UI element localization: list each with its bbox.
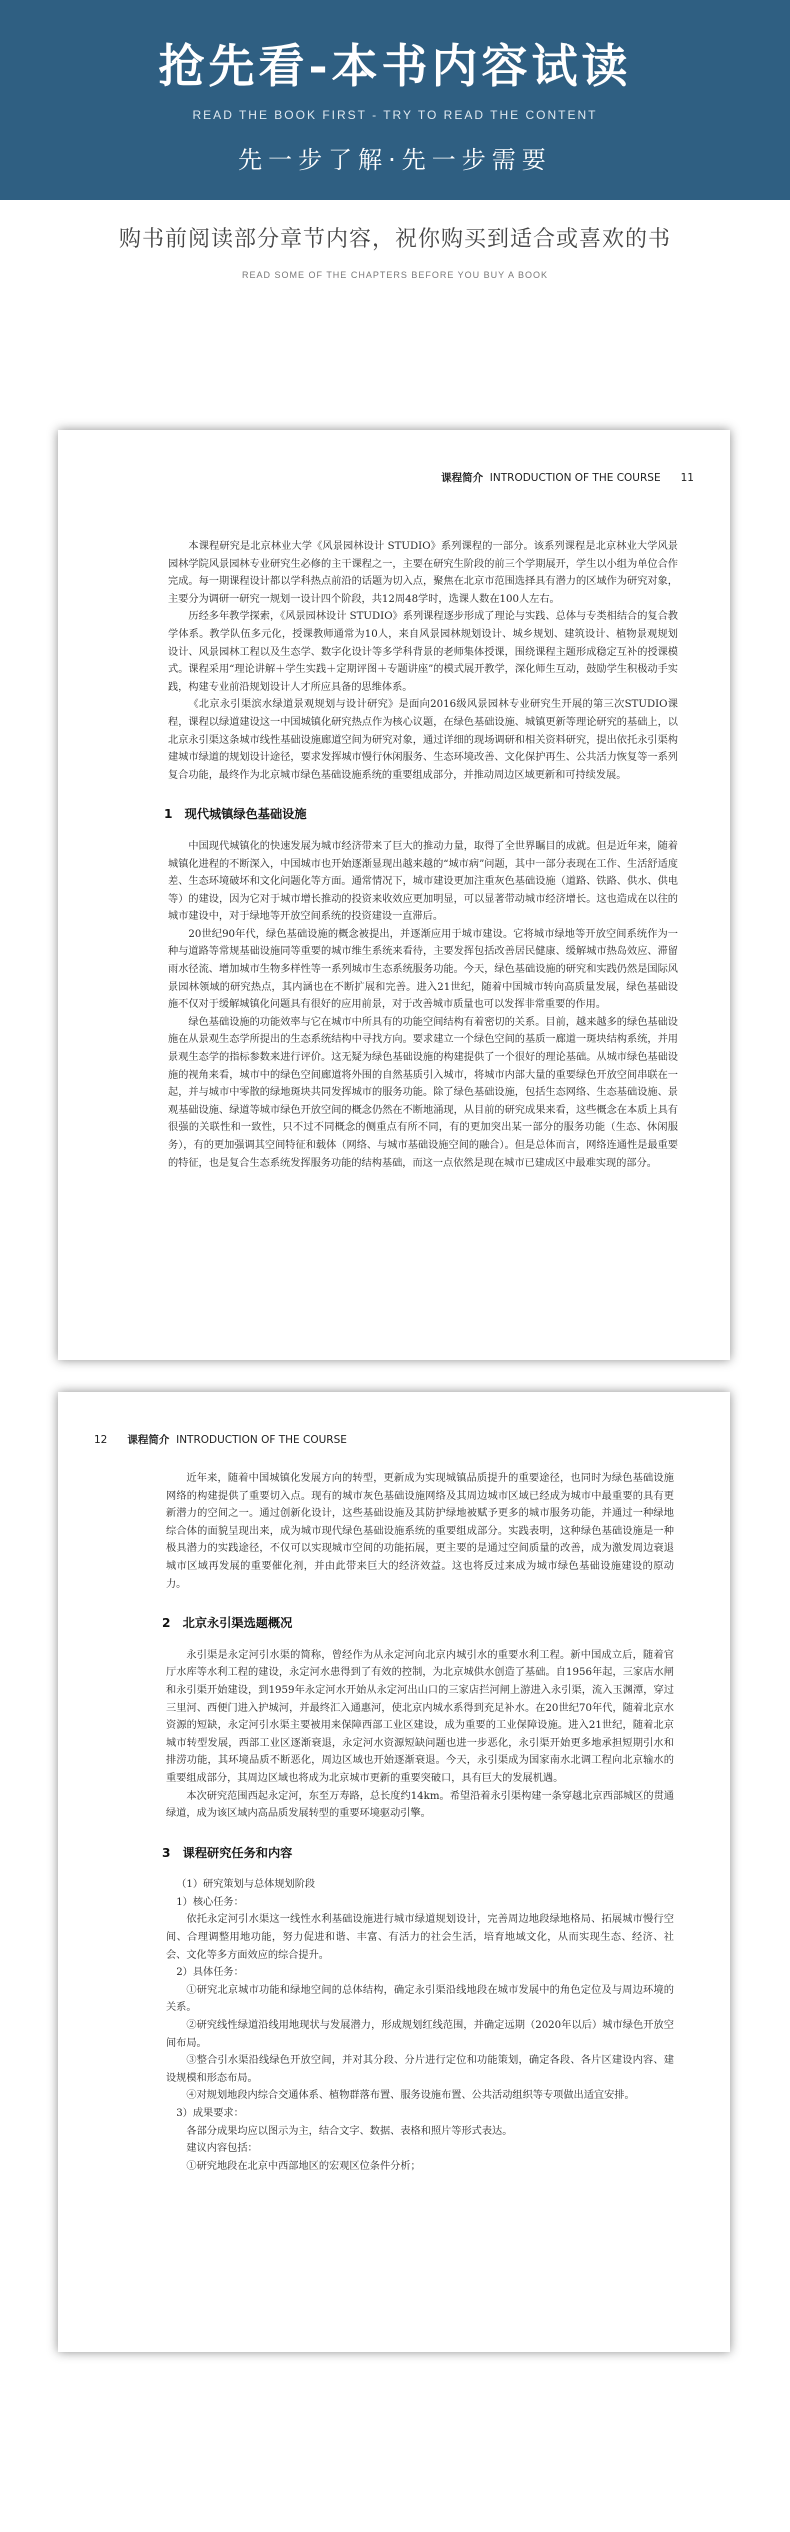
paragraph: ①研究地段在北京中西部地区的宏观区位条件分析； xyxy=(186,2160,421,2172)
banner-slogan: 先一步了解·先一步需要 xyxy=(238,146,552,174)
book-page-11 xyxy=(58,430,730,1360)
paragraph: 各部分成果均应以图示为主，结合文字、数据、表格和照片等形式表达。 xyxy=(186,2125,513,2137)
paragraph: 20世纪90年代，绿色基础设施的概念被提出，并逐渐应用于城市建设。它将城市绿地等开放空间系统作为一种与道路等常规基础设施同等重要的城市维生系统来看待，主要发挥包括改善居民健康、缓解城市热岛效应、滞留雨水径流、增加城市生物多样性等一系列城市生态系统服务功能。今天，绿色基础设施的研究和实践仍然是国际风景园林领域的研究热点，其内涵也在不断扩展和完善。进入21世纪，随着中国城市转向高质量发展，绿色基础设施不仅对于缓解城镇化问题具有很好的应用前景，对于改善城市质量也可以发挥非常重要的作用。 xyxy=(168,928,678,1011)
section-heading: 3 课程研究任务和内容 xyxy=(162,1845,293,1860)
section-heading: 1 现代城镇绿色基础设施 xyxy=(164,807,307,822)
running-head xyxy=(441,470,694,485)
paragraph: ②研究线性绿道沿线用地现状与发展潜力，形成规划红线范围，并确定远期（2020年以后）城市绿色开放空间布局。 xyxy=(166,2020,674,2049)
paragraph: ③整合引水渠沿线绿色开放空间，并对其分段、分片进行定位和功能策划，确定各段、各片区建设内容、建设规模和形态布局。 xyxy=(166,2055,674,2084)
running-head-en: INTRODUCTION OF THE COURSE xyxy=(489,472,661,484)
paragraph: 本次研究范围西起永定河，东至万寿路，总长度约14km。希望沿着永引渠构建一条穿越北京西部城区的贯通绿道，成为该区域内高品质发展转型的重要环境驱动引擎。 xyxy=(166,1790,674,1820)
header-banner xyxy=(0,0,790,200)
running-head-cn: 课程简介 xyxy=(441,472,484,484)
intro-text-cn: 购书前阅读部分章节内容，祝你购买到适合或喜欢的书 xyxy=(118,227,671,252)
running-head-en: INTRODUCTION OF THE COURSE xyxy=(176,1434,347,1446)
page-number: 12 xyxy=(94,1434,108,1446)
paragraph: 建议内容包括： xyxy=(186,2143,258,2155)
paragraph: 永引渠是永定河引水渠的简称，曾经作为从永定河向北京内城引水的重要水利工程。新中国成立后，随着官厅水库等水利工程的建设，永定河水患得到了有效的控制，为北京城供水创造了基础。自1956年起，三家店水闸和永引渠开始建设，到1959年永定河水开始从永定河出山口的三家店拦河闸上游进入永引渠，流入玉渊潭，穿过三里河、西便门进入护城河，并最终汇入通惠河，使北京内城水系得到充足补水。在20世纪70年代，随着北京水资源的短缺，永定河引水渠主要被用来保障西部工业区建设，成为重要的工业保障设施。进入21世纪，随着北京城市转型发展，西部工业区逐渐衰退，永定河水资源短缺问题也进一步恶化，永引渠开始更多地承担短期引水和排涝功能，其环境品质不断恶化，周边区域也开始逐渐衰退。今天，永引渠成为国家南水北调工程向北京输水的重要组成部分，其周边区域也将成为北京城市更新的重要突破口，具有巨大的发展机遇。 xyxy=(166,1649,674,1784)
paragraph: 依托永定河引水渠这一线性水利基础设施进行城市绿道规划设计，完善周边地段绿地格局、拓展城市慢行空间、合理调整用地功能，努力促进和谐、丰富、有活力的社会生活，培育地域文化，从而实现生态、经济、社会、文化等多方面效应的综合提升。 xyxy=(166,1914,674,1961)
list-item: 1）核心任务： xyxy=(176,1896,244,1908)
paragraph: 《北京永引渠滨水绿道景观规划与设计研究》是面向2016级风景园林专业研究生开展的第三次STUDIO课程，课程以绿道建设这一中国城镇化研究热点作为核心议题，在绿色基础设施、城镇更新等理论研究的基础上，以北京永引渠这条城市线性基础设施廊道空间为研究对象，通过详细的现场调研和相关资料研究，提出依托永引渠构建城市绿道的规划设计途径，要求发挥城市慢行休闲服务、生态环境改善、文化保护再生、公共活力恢复等一系列复合功能，最终作为北京城市绿色基础设施系统的重要组成部分，并推动周边区域更新和可持续发展。 xyxy=(168,699,678,781)
page-body xyxy=(164,538,678,1172)
page-number: 11 xyxy=(680,472,694,484)
list-item: （1）研究策划与总体规划阶段 xyxy=(176,1879,316,1891)
paragraph: ④对规划地段内综合交通体系、植物群落布置、服务设施布置、公共活动组织等专项做出适宜安排。 xyxy=(186,2090,635,2102)
book-page-12 xyxy=(58,1392,730,2352)
banner-title: 抢先看-本书内容试读 xyxy=(158,39,632,93)
section-heading: 2 北京永引渠选题概况 xyxy=(162,1616,293,1631)
running-head xyxy=(94,1432,347,1447)
paragraph: 历经多年教学探索，《风景园林设计 STUDIO》系列课程逐步形成了理论与实践、总体与专类相结合的复合教学体系。教学队伍多元化，授课教师通常为10人，来自风景园林规划设计、城乡规划、建筑设计、植物景观规划设计、风景园林工程以及生态学、数字化设计等多学科背景的老师集体授课，围绕课程主题形成稳定互补的授课模式。课程采用“理论讲解＋学生实践＋定期评图＋专题讲座”的模式展开教学，深化师生互动，鼓励学生积极动手实践，构建专业前沿规划设计人才所应具备的思维体系。 xyxy=(168,611,678,693)
list-item: 2）具体任务： xyxy=(176,1967,244,1979)
paragraph: 近年来，随着中国城镇化发展方向的转型，更新成为实现城镇品质提升的重要途径，也同时为绿色基础设施网络的构建提供了重要切入点。现有的城市灰色基础设施网络及其周边城市区域已经成为城市中最重要的具有更新潜力的空间之一。通过创新化设计，这些基础设施及其防护绿地被赋予更多的城市服务功能，并通过一种绿地综合体的面貌呈现出来，成为城市现代绿色基础设施系统的重要组成部分。实践表明，这种绿色基础设施是一种极具潜力的实践途径，不仅可以实现城市空间的功能拓展，更主要的是通过空间质量的改善，成为激发周边衰退城市区域再发展的重要催化剂，并由此带来巨大的经济效益。这也将反过来成为城市绿色基础设施建设的原动力。 xyxy=(166,1473,674,1590)
paragraph: 本课程研究是北京林业大学《风景园林设计 STUDIO》系列课程的一部分。该系列课程是北京林业大学风景园林学院风景园林专业研究生必修的主干课程之一，主要在研究生阶段的前三个学期展开，学生以小组为单位合作完成。每一期课程设计都以学科热点前沿的话题为切入点，聚焦在北京市范围选择具有潜力的区域作为研究对象，主要分为调研一研究一规划一设计四个阶段，共12周48学时，选课人数在100人左右。 xyxy=(168,541,678,605)
paragraph: 绿色基础设施的功能效率与它在城市中所具有的功能空间结构有着密切的关系。目前，越来越多的绿色基础设施在从景观生态学所提出的生态系统结构中寻找方向。要求建立一个绿色空间的基质一廊道一斑块结构系统，并用景观生态学的指标参数来进行评价。这无疑为绿色基础设施的构建提供了一个很好的理论基础。从城市绿色基础设施的视角来看，城市中的绿色空间廊道将外围的自然基质引入城市，将城市内部大量的重要绿色开放空间串联在一起，并与城市中零散的绿地斑块共同发挥城市的服务功能。除了绿色基础设施，包括生态网络、生态基础设施、景观基础设施、绿道等城市绿色开放空间的概念仍然在不断地涌现，从目前的研究成果来看，这些概念在本质上具有很强的关联性和一致性，只不过不同概念的侧重点有所不同，有的更加突出某一部分的服务功能（生态、休闲服务），有的更加强调其空间特征和载体（网络、与城市基础设施空间的融合）。但是总体而言，网络连通性是最重要的特征，也是复合生态系统发挥服务功能的结构基础，而这一点依然是现在城市已建成区中最难实现的部分。 xyxy=(168,1016,678,1169)
page-body xyxy=(162,1470,674,2175)
running-head-cn: 课程简介 xyxy=(127,1434,170,1446)
paragraph: ①研究北京城市功能和绿地空间的总体结构，确定永引渠沿线地段在城市发展中的角色定位及与周边环境的关系。 xyxy=(166,1984,674,2014)
list-item: 3）成果要求： xyxy=(176,2108,244,2119)
banner-subtitle-en: READ THE BOOK FIRST - TRY TO READ THE CONTENT xyxy=(192,108,598,122)
paragraph: 中国现代城镇化的快速发展为城市经济带来了巨大的推动力量，取得了全世界瞩目的成就。但是近年来，随着城镇化进程的不断深入，中国城市也开始逐渐显现出越来越的“城市病”问题，其中一部分表现在工作、生活舒适度差、生态环境破坏和文化问题化等方面。通常情况下，城市建设更加注重灰色基础设施（道路、铁路、供水、供电等）的建设，因为它对于城市增长推动的投资来收效应更加明显，可以显著带动城市经济增长。这也造成在以往的城市建设中，对于绿地等开放空间系统的投资建设一直滞后。 xyxy=(168,840,678,923)
intro-text-en: READ SOME OF THE CHAPTERS BEFORE YOU BUY A BOOK xyxy=(241,270,549,280)
